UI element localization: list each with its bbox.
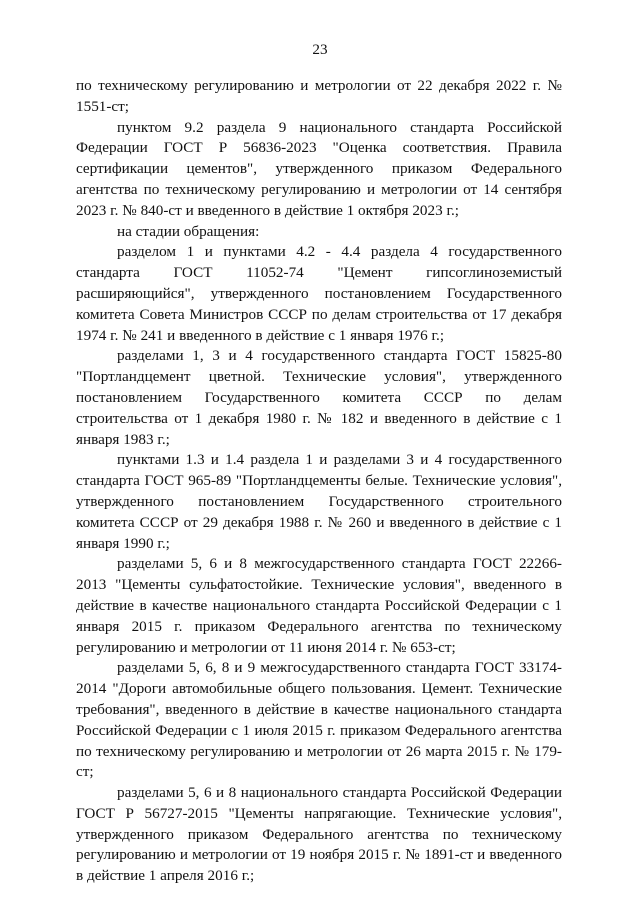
document-body [76, 76, 562, 887]
paragraph-gost-15825: разделами 1, 3 и 4 государственного стандарта ГОСТ 15825-80 "Портландцемент цветной. Технические условия", утвержденного постановлением Государственного комитета СССР по делам строительства от 1 декабря 1980 г. № 182 и введенного в действие с 1 января 1983 г.; [76, 347, 562, 448]
paragraph-circulation-stage: на стадии обращения: [117, 222, 260, 240]
paragraph-gost-r-56836: пунктом 9.2 раздела 9 национального стандарта Российской Федерации ГОСТ Р 56836-2023 "Оценка соответствия. Правила сертификации цементов", утвержденного приказом Федерального агентства по техническому регулированию и метрологии от 14 сентября 2023 г. № 840-ст и введенного в действие 1 октября 2023 г.; [76, 118, 562, 219]
paragraph-continuation: по техническому регулированию и метрологии от 22 декабря 2022 г. № 1551-ст; [76, 77, 562, 115]
paragraph-gost-33174: разделами 5, 6, 8 и 9 межгосударственного стандарта ГОСТ 33174-2014 "Дороги автомобильные общего пользования. Цемент. Технические требования", введенного в действие в качестве национального стандарта Российской Федерации с 1 июля 2015 г. приказом Федерального агентства по техническому регулированию и метрологии от 26 марта 2015 г. № 179-ст; [76, 659, 562, 781]
paragraph-gost-r-56727: разделами 5, 6 и 8 национального стандарта Российской Федерации ГОСТ Р 56727-2015 "Цементы напрягающие. Технические условия", утвержденного приказом Федерального агентства по техническому регулированию и метрологии от 19 ноября 2015 г. № 1891-ст и введенного в действие 1 апреля 2016 г.; [76, 784, 562, 885]
paragraph-gost-11052: разделом 1 и пунктами 4.2 - 4.4 раздела 4 государственного стандарта ГОСТ 11052-74 "Цемент гипсоглиноземистый расширяющийся", утвержденного постановлением Государственного комитета Совета Министров СССР по делам строительства от 17 декабря 1974 г. № 241 и введенного в действие с 1 января 1976 г.; [76, 243, 562, 344]
paragraph-gost-22266: разделами 5, 6 и 8 межгосударственного стандарта ГОСТ 22266-2013 "Цементы сульфатостойкие. Технические условия", введенного в действие в качестве национального стандарта Российской Федерации с 1 января 2015 г. приказом Федерального агентства по техническому регулированию и метрологии от 11 июня 2014 г. № 653-ст; [76, 555, 562, 656]
page-number: 23 [312, 41, 328, 58]
paragraph-gost-965: пунктами 1.3 и 1.4 раздела 1 и разделами 3 и 4 государственного стандарта ГОСТ 965-89 "Портландцементы белые. Технические условия", утвержденного постановлением Государственного строительного комитета СССР от 29 декабря 1988 г. № 260 и введенного в действие с 1 января 1990 г.; [76, 451, 562, 552]
